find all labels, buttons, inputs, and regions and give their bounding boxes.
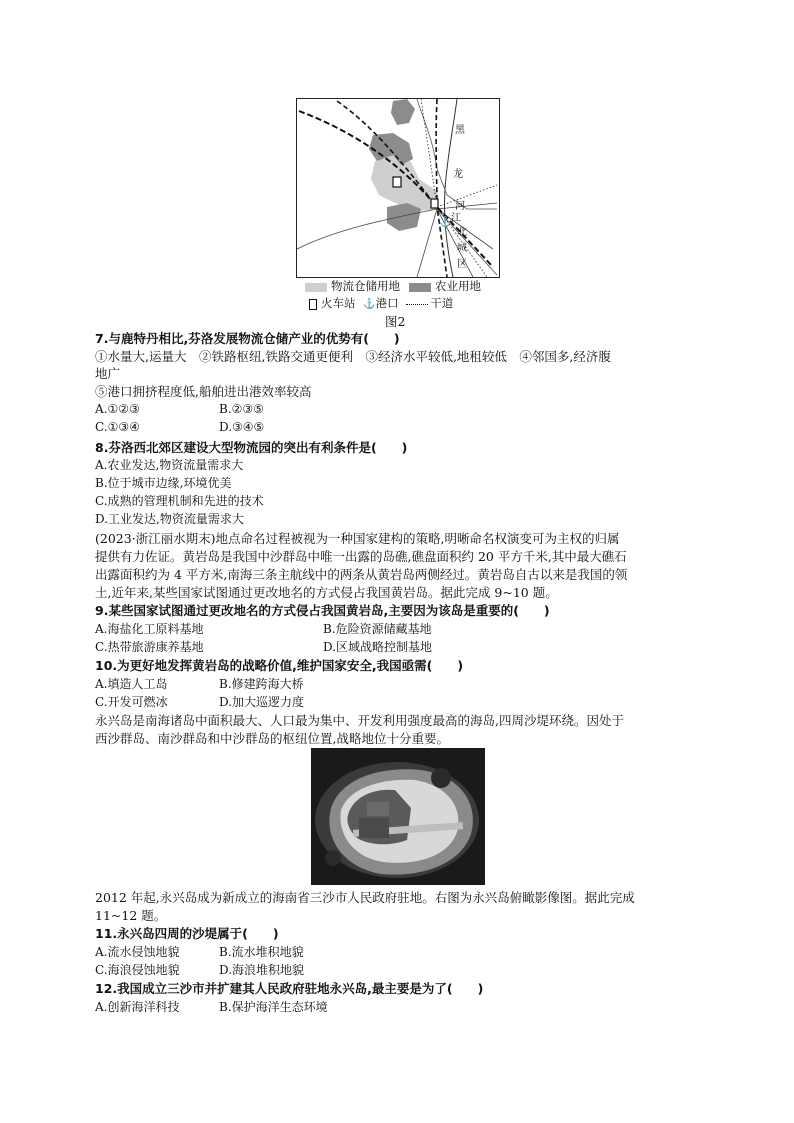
agriculture-swatch xyxy=(409,283,431,292)
passage3-line1: 2012 年起,永兴岛成为新成立的海南省三沙市人民政府驻地。右图为永兴岛俯瞰影像图。据此完成 xyxy=(95,890,635,905)
map-graphic xyxy=(297,99,499,277)
q12-option-b[interactable]: B.保护海洋生态环境 xyxy=(219,1000,328,1014)
q7-items-line1b: 地广 xyxy=(95,366,121,381)
passage1-line2: 提供有力佐证。黄岩岛是我国中沙群岛中唯一出露的岛礁,礁盘面积约 20 平方千米,其中最大礁石 xyxy=(95,549,627,564)
q10-stem: 10.为更好地发挥黄岩岛的战略价值,维护国家安全,我国亟需( ) xyxy=(95,658,464,673)
train-station-icon xyxy=(393,177,401,187)
passage1-line4: 土,近年来,某些国家试图通过更改地名的方式侵占我国黄岩岛。据此完成 9~10 题。 xyxy=(95,585,558,600)
passage2-line2: 西沙群岛、南沙群岛和中沙群岛的枢纽位置,战略地位十分重要。 xyxy=(95,731,449,746)
port-icon: ⚓ xyxy=(439,217,452,228)
q11-option-a[interactable]: A.流水侵蚀地貌 xyxy=(95,945,180,959)
q11-stem: 11.永兴岛四周的沙堤属于( ) xyxy=(95,926,279,941)
q11-option-b[interactable]: B.流水堆积地貌 xyxy=(219,945,304,959)
figure2-caption: 图2 xyxy=(385,314,406,329)
passage1-line1: (2023·浙江丽水期末)地点命名过程被视为一种国家建构的策略,明晰命名权演变可为主权的归属 xyxy=(95,531,620,546)
q11-option-c[interactable]: C.海浪侵蚀地貌 xyxy=(95,963,180,977)
legend-agriculture: 农业用地 xyxy=(409,279,481,294)
passage3-line2: 11~12 题。 xyxy=(95,908,167,923)
legend-logistics: 物流仓储用地 xyxy=(305,279,400,294)
q12-stem: 12.我国成立三沙市并扩建其人民政府驻地永兴岛,最主要是为了( ) xyxy=(95,981,484,996)
q7-option-b[interactable]: B.②③⑤ xyxy=(219,402,264,416)
q8-option-c[interactable]: C.成熟的管理机制和先进的技术 xyxy=(95,494,264,508)
q7-stem: 7.与鹿特丹相比,芬洛发展物流仓储产业的优势有( ) xyxy=(95,331,400,346)
q7-option-d[interactable]: D.③④⑤ xyxy=(219,420,265,434)
q8-option-a[interactable]: A.农业发达,物资流量需求大 xyxy=(95,458,244,472)
yongxing-island-aerial-photo xyxy=(311,748,485,885)
agriculture-land-small xyxy=(391,99,415,125)
q12-option-a[interactable]: A.创新海洋科技 xyxy=(95,1000,180,1014)
agriculture-land-south xyxy=(387,203,421,231)
q7-items-line1: ①水量大,运量大 ②铁路枢纽,铁路交通更便利 ③经济水平较低,地租较低 ④邻国多,经济腹 xyxy=(95,349,611,364)
q8-stem: 8.芬洛西北郊区建设大型物流园的突出有利条件是( ) xyxy=(95,440,408,455)
passage1-line3: 出露面积约为 4 平方米,南海三条主航线中的两条从黄岩岛两侧经过。黄岩岛自古以来是我国的领 xyxy=(95,567,628,582)
q9-option-d[interactable]: D.区域战略控制基地 xyxy=(323,640,433,654)
q11-option-d[interactable]: D.海浪堆积地貌 xyxy=(219,963,305,977)
q9-stem: 9.某些国家试图通过更改地名的方式侵占我国黄岩岛,主要因为该岛是重要的( ) xyxy=(95,603,550,618)
port-legend-icon: ⚓ xyxy=(363,299,376,310)
city-label-char-1: 河 xyxy=(455,201,465,212)
passage2-line1: 永兴岛是南海诸岛中面积最大、人口最为集中、开发利用强度最高的海岛,四周沙堤环绕。因处于 xyxy=(95,713,624,728)
train-station-icon-2 xyxy=(431,199,438,208)
figure2-map xyxy=(296,98,500,278)
q9-option-b[interactable]: B.危险资源储藏基地 xyxy=(323,622,432,636)
q8-option-d[interactable]: D.工业发达,物资流量需求大 xyxy=(95,512,244,526)
city-label-char-3: 城 xyxy=(457,243,467,254)
q9-option-c[interactable]: C.热带旅游康养基地 xyxy=(95,640,204,654)
q10-option-d[interactable]: D.加大巡逻力度 xyxy=(219,695,305,709)
q10-option-b[interactable]: B.修建跨海大桥 xyxy=(219,677,304,691)
river-label-char-1: 黑 xyxy=(455,125,465,136)
island-photo-graphic xyxy=(311,748,485,885)
train-station-legend-icon xyxy=(309,299,317,310)
city-label-char-4: 区 xyxy=(457,259,467,270)
q9-option-a[interactable]: A.海盐化工原料基地 xyxy=(95,622,204,636)
q10-option-c[interactable]: C.开发可燃冰 xyxy=(95,695,168,709)
q7-option-c[interactable]: C.①③④ xyxy=(95,420,140,434)
road-line-4 xyxy=(417,209,437,277)
logistics-swatch xyxy=(305,283,327,292)
q7-items-line2: ⑤港口拥挤程度低,船舶进出港效率较高 xyxy=(95,384,312,399)
trunk-road-legend-icon xyxy=(406,304,428,305)
q8-option-b[interactable]: B.位于城市边缘,环境优美 xyxy=(95,476,232,490)
river-label-char-2: 龙 xyxy=(453,169,463,180)
q7-option-a[interactable]: A.①②③ xyxy=(95,402,140,416)
legend-symbols: 火车站 ⚓港口 干道 xyxy=(309,296,453,312)
q10-option-a[interactable]: A.填造人工岛 xyxy=(95,677,168,691)
city-label-char-2: 北 xyxy=(457,227,467,238)
river-label-char-3: 江 xyxy=(451,213,461,224)
